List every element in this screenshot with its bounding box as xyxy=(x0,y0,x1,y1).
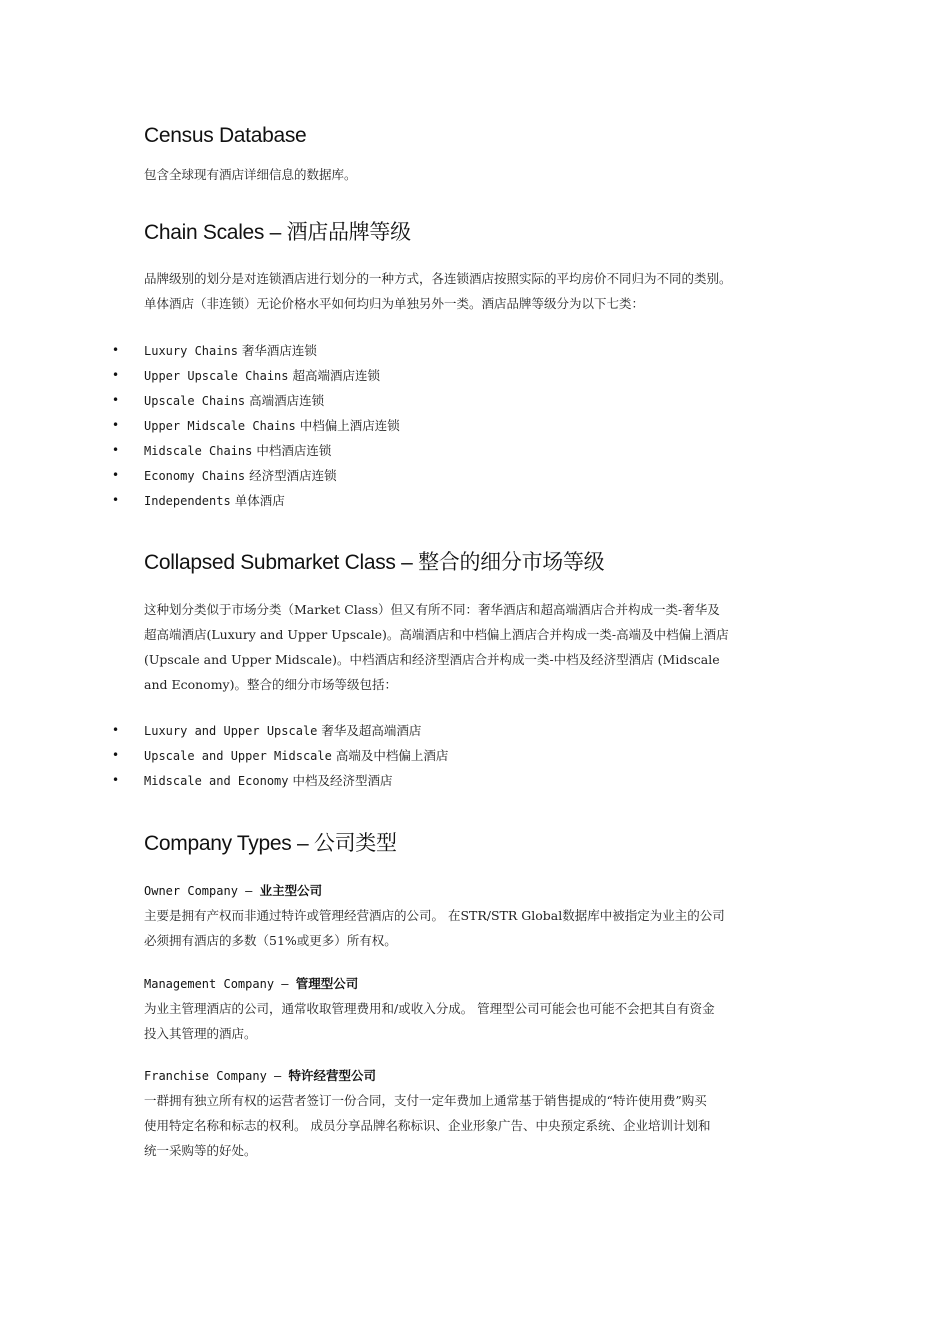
paragraph-line: 超高端酒店(Luxury and Upper Upscale)。高端酒店和中档偏上酒店合并构成一类-高端及中档偏上酒店 xyxy=(144,627,729,642)
collapsed-heading: Collapsed Submarket Class – 整合的细分市场等级 xyxy=(144,551,605,574)
management-company-subheading: Management Company – 管理型公司 xyxy=(144,976,359,991)
company-types-heading: Company Types – 公司类型 xyxy=(144,832,397,855)
owner-company-subheading: Owner Company – 业主型公司 xyxy=(144,883,323,898)
document-page: Census Database 包含全球现有酒店详细信息的数据库。 Chain Scales – 酒店品牌等级 品牌级别的划分是对连锁酒店进行划分的一种方式，各连锁酒店按照实际的平均房价不同归为不同的类别。 单体酒店（非连锁）无论价格水平如何均归为单独另外一类。酒店品牌等级分为以下七类： • Luxury Chains 奢华酒店连锁 • Upper Upscale Chains 超高端酒店连锁 • Upscale Chains 高端酒店连锁 • Upper Midscale Chains 中档偏上酒店连锁 • Midscale Chains 中档酒店连锁 • Economy Chains 经济型酒店连锁 • Independents 单体酒店 Collapsed Submarket Class – 整合的细分市场等级 这种划分类似于市场分类（Market Class）但又有所不同：奢华酒店和超高端酒店合并构成一类-奢华及 超高端酒店(Luxury and Upper Upscale)。高端酒店和中档偏上酒店合并构成一类-高端及中档偏上酒店 (Upscale and Upper Midscale)。中档酒店和经济型酒店合并构成一类-中档及经济型酒店 (Midscale and Economy)。整合的细分市场等级包括： • Luxury and Upper Upscale 奢华及超高端酒店 • Upscale and Upper Midscale 高端及中档偏上酒店 • Midscale and Economy 中档及经济型酒店 Company Types – 公司类型 Owner Company – 业主型公司 主要是拥有产权而非通过特许或管理经营酒店的公司。 在STR/STR Global数据库中被指定为业主的公司 必须拥有酒店的多数（51%或更多）所有权。 Management Company – 管理型公司 为业主管理酒店的公司，通常收取管理费用和/或收入分成。 管理型公司可能会也可能不会把其自有资金 投入其管理的酒店。 Franchise Company – 特许经营型公司 一群拥有独立所有权的运营者签订一份合同，支付一定年费加上通常基于销售提成的“特许使用费”购买 使用特定名称和标志的权利。 成员分享品牌名称标识、企业形象广告、中央预定系统、企业培训计划和 统一采购等的好处。 xyxy=(0,0,950,1344)
bullet-icon: • xyxy=(112,493,120,507)
paragraph-line: 使用特定名称和标志的权利。 成员分享品牌名称标识、企业形象广告、中央预定系统、企业培训计划和 xyxy=(144,1118,711,1133)
bullet-icon: • xyxy=(112,443,120,457)
franchise-company-description xyxy=(144,1088,710,1163)
paragraph-line: (Upscale and Upper Midscale)。中档酒店和经济型酒店合并构成一类-中档及经济型酒店 (Midscale xyxy=(144,652,720,667)
paragraph-line: 必须拥有酒店的多数（51%或更多）所有权。 xyxy=(144,933,397,948)
collapsed-paragraph xyxy=(144,597,729,697)
paragraph-line: 品牌级别的划分是对连锁酒店进行划分的一种方式，各连锁酒店按照实际的平均房价不同归为不同的类别。 xyxy=(144,271,732,286)
paragraph-line: 单体酒店（非连锁）无论价格水平如何均归为单独另外一类。酒店品牌等级分为以下七类： xyxy=(144,296,645,311)
paragraph-line: 这种划分类似于市场分类（Market Class）但又有所不同：奢华酒店和超高端酒店合并构成一类-奢华及 xyxy=(144,602,720,617)
bullet-icon: • xyxy=(112,723,120,737)
paragraph-line: 统一采购等的好处。 xyxy=(144,1143,257,1158)
franchise-company-subheading: Franchise Company – 特许经营型公司 xyxy=(144,1068,377,1083)
management-company-description xyxy=(144,996,715,1046)
census-description: 包含全球现有酒店详细信息的数据库。 xyxy=(144,167,357,182)
paragraph-line: 投入其管理的酒店。 xyxy=(144,1026,257,1041)
paragraph-line: 主要是拥有产权而非通过特许或管理经营酒店的公司。 在STR/STR Global数据库中被指定为业主的公司 xyxy=(144,908,725,923)
bullet-icon: • xyxy=(112,343,120,357)
bullet-icon: • xyxy=(112,418,120,432)
paragraph-line: 一群拥有独立所有权的运营者签订一份合同，支付一定年费加上通常基于销售提成的“特许使用费”购买 xyxy=(144,1093,707,1108)
bullet-icon: • xyxy=(112,748,120,762)
paragraph-line: 为业主管理酒店的公司，通常收取管理费用和/或收入分成。 管理型公司可能会也可能不会把其自有资金 xyxy=(144,1001,715,1016)
paragraph-line: and Economy)。整合的细分市场等级包括： xyxy=(144,677,397,692)
census-heading: Census Database xyxy=(144,124,307,147)
bullet-icon: • xyxy=(112,393,120,407)
owner-company-description xyxy=(144,903,725,953)
bullet-icon: • xyxy=(112,368,120,382)
chain-scales-heading: Chain Scales – 酒店品牌等级 xyxy=(144,221,411,244)
bullet-icon: • xyxy=(112,773,120,787)
bullet-icon: • xyxy=(112,468,120,482)
chain-scales-paragraph xyxy=(144,266,732,316)
